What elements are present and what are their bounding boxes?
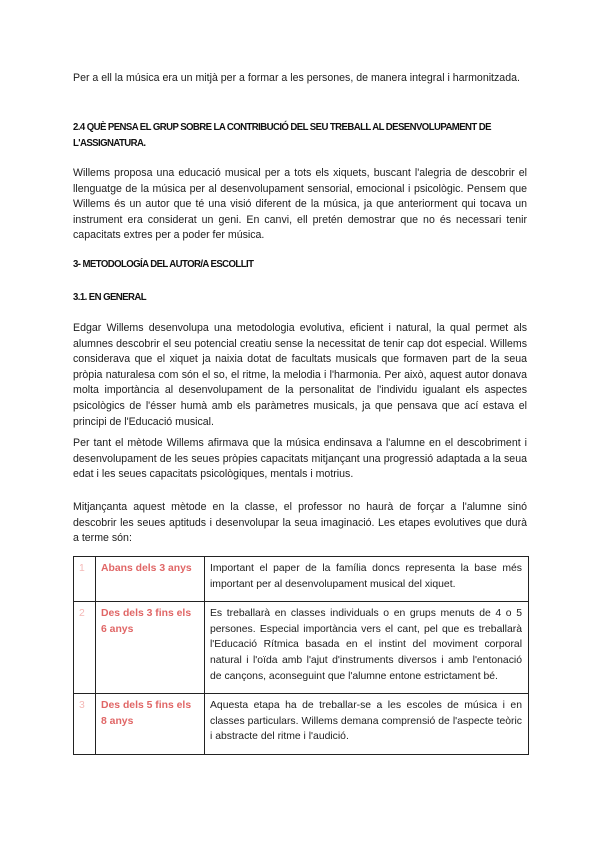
stage-number: 2 [74,602,96,694]
stage-number: 1 [74,557,96,602]
table-row [74,694,529,755]
stage-age: Des dels 5 fins els 8 anys [96,694,205,755]
stage-age: Abans dels 3 anys [96,557,205,602]
section-3-1-paragraph-3: Mitjançanta aquest mètode en la classe, el professor no haurà de forçar a l'alumne sinó descobrir les seues aptituds i desenvolupar la seua imaginació. Les etapes evolutives que durà a terme són: [73,501,527,545]
section-3-1-heading: 3.1. EN GENERAL [73,292,146,303]
stage-number: 3 [74,694,96,755]
section-3-heading: 3- METODOLOGÍA DEL AUTOR/A ESCOLLIT [73,259,254,270]
intro-paragraph: Per a ell la música era un mitjà per a formar a les persones, de manera integral i harmonitzada. [73,72,520,84]
stage-description: Important el paper de la família doncs representa la base més important per al desenvolupament musical del xiquet. [205,557,529,602]
section-2-4-heading: 2.4 QUÈ PENSA EL GRUP SOBRE LA CONTRIBUCIÓ DEL SEU TREBALL AL DESENVOLUPAMENT DE L'ASSIGNATURA. [73,122,491,149]
section-2-4-text: Willems proposa una educació musical per a tots els xiquets, buscant l'alegria de descobrir el llenguatge de la música per al desenvolupament sensorial, emocional i psicològic. Pensem que Willems és un autor que té una visió diferent de la música, ja que anteriorment qui tocava un instrument era considerat un geni. En canvi, ell pretén demostrar que no és necessari tenir capacitats extres per a poder fer música. [73,167,527,242]
stage-age: Des dels 3 fins els 6 anys [96,602,205,694]
section-3-1-paragraph-1: Edgar Willems desenvolupa una metodologia evolutiva, eficient i natural, la qual permet als alumnes descobrir el seu potencial creatiu sense la necessitat de tenir cap dot especial. Willems considerava que el xiquet ja naixia dotat de facultats musicals que formaven part de la seua pròpia naturalesa com són el so, el ritme, la melodia i l'harmonia. Per això, aquest autor donava molta importància al desenvolupament de la personalitat de l'individu igualant els aspectes psicològics de l'ésser humà amb els paràmetres musicals, ja que pensava que ací estava el principi de l'Educació musical. [73,322,527,428]
section-3-1-paragraph-2: Per tant el mètode Willems afirmava que la música endinsava a l'alumne en el descobriment i desenvolupament de les seues pròpies capacitats mitjançant una progressió adaptada a la seua edat i les seues capacitats psicològiques, mentals i motrius. [73,437,527,481]
stage-description: Es treballarà en classes individuals o en grups menuts de 4 o 5 persones. Especial importància vers el cant, pel que es treballarà l'Educació Rítmica basada en el instint del moviment corporal natural i l'oïda amb l'ajut d'instruments diversos i amb l'entonació de cançons, aconseguint que l'alumne entone estrictament bé. [205,602,529,694]
stage-description: Aquesta etapa ha de treballar-se a les escoles de música i en classes particulars. Willems demana comprensió de l'aspecte teòric i abstracte del ritme i l'audició. [205,694,529,755]
table-row [74,602,529,694]
table-row [74,557,529,602]
stages-table [73,556,529,755]
